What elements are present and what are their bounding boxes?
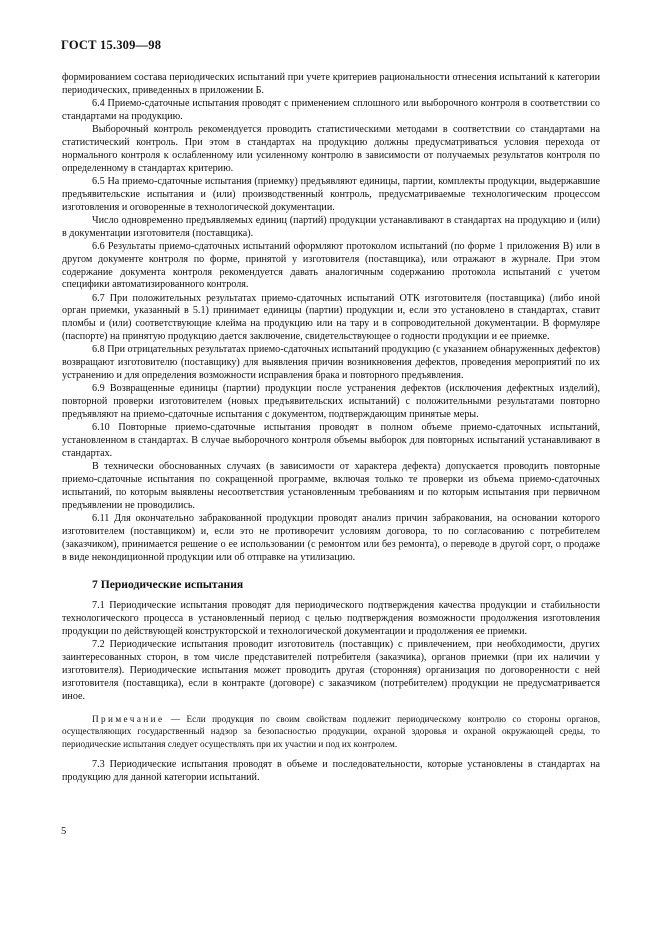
note-label: Примечание (92, 713, 165, 724)
paragraph: 6.7 При положительных результатах приемо-сдаточных испытаний ОТК изготовителя (поставщика) (либо иной орган приемки, указанный в 5.1) принимает единицы (партии) продукции и, если это установлено в стандартах, ставит пломбы и (или) соответствующие клейма на продукцию или на тару и в сопроводительной документации. В формуляре (паспорте) на принятую продукцию дается заключение, свидетельствующее о годности продукции и ее приемке. (62, 292, 600, 343)
note-text: — Если продукция по своим свойствам подлежит периодическому контролю со стороны органов, осуществляющих государственный надзор за безопасностью продукции, охраной здоровья и охраной окружающей среды, то периодические испытания следует осуществлять при их участии и под их контролем. (62, 713, 600, 749)
paragraph: 7.1 Периодические испытания проводят для периодического подтверждения качества продукции и стабильности технологического процесса в установленный период с целью подтверждения возможности продолжения изготовления продукции по действующей конструкторской и технологической документации и продолжения ее приемки. (62, 600, 600, 638)
document-body (62, 72, 600, 785)
paragraph: 6.9 Возвращенные единицы (партии) продукции после устранения дефектов (исключения дефектных изделий), повторной проверки изготовителем (новых предъявительских испытаний) с положительными результатами повторно предъявляют на приемо-сдаточные испытания с документом, подтверждающим принятые меры. (62, 383, 600, 421)
standard-header: ГОСТ 15.309—98 (61, 38, 162, 52)
paragraph: Число одновременно предъявляемых единиц (партий) продукции устанавливают в стандартах на продукцию и (или) в документации изготовителя (поставщика). (62, 214, 600, 239)
paragraph: Выборочный контроль рекомендуется проводить статистическими методами в соответствии со стандартами на статистический контроль. При этом в стандартах на продукцию должны предусматриваться условия перехода от нормального контроля к ослабленному или усиленному контролю в зависимости от получаемых результатов контроля по определенному в стандартах критерию. (62, 124, 600, 174)
paragraph: 6.4 Приемо-сдаточные испытания проводят с применением сплошного или выборочного контроля в соответствии со стандартами на продукцию. (62, 98, 600, 122)
page-number: 5 (61, 826, 67, 837)
paragraph: формированием состава периодических испытаний при учете критериев рациональности отнесения испытаний к категории периодических, приведенных в приложении Б. (62, 72, 600, 96)
paragraph: 7.2 Периодические испытания проводит изготовитель (поставщик) с привлечением, при необходимости, других заинтересованных сторон, в том числе представителей потребителя (заказчика), органов приемки (при их наличии у изготовителя). Периодические испытания может проводить другая (сторонняя) организация по договоренности с ней изготовителя (поставщика), если в контракте (договоре) с заказчиком (потребителем) продукции не предусматривается иное. (62, 639, 600, 702)
paragraph: 6.5 На приемо-сдаточные испытания (приемку) предъявляют единицы, партии, комплекты продукции, выдержавшие предъявительские испытания и (или) производственный контроль, предусматриваемые технологическим процессом изготовления и оговоренные в технологической документации. (62, 175, 600, 213)
paragraph: В технически обоснованных случаях (в зависимости от характера дефекта) допускается проводить повторные приемо-сдаточные испытания по сокращенной программе, включая только те проверки из объема приемо-сдаточных испытаний, по которым выявлены несоответствия установленным требованиям и по которым испытания при первичном предъявлении не проводились. (62, 461, 600, 511)
section-heading: 7 Периодические испытания (92, 577, 244, 591)
note (62, 713, 600, 750)
paragraph: 7.3 Периодические испытания проводят в объеме и последовательности, которые установлены в стандартах на продукцию для данной категории испытаний. (62, 759, 600, 783)
paragraph: 6.10 Повторные приемо-сдаточные испытания проводят в полном объеме приемо-сдаточных испытаний, установленном в стандартах. В случае выборочного контроля объемы выборок для повторных испытаний устанавливают в стандартах. (62, 422, 600, 459)
paragraph: 6.8 При отрицательных результатах приемо-сдаточных испытаний продукцию (с указанием обнаруженных дефектов) возвращают изготовителю (поставщику) для выявления причин возникновения дефектов, проведения мероприятий по их устранению и для определения возможности исправления брака и повторного предъявления. (62, 344, 600, 382)
paragraph: 6.6 Результаты приемо-сдаточных испытаний оформляют протоколом испытаний (по форме 1 приложения В) или в другом документе контроля по форме, принятой у изготовителя (поставщика), или отражают в журнале. При этом содержание документа контроля рекомендуется давать аналогичным содержанию протокола испытаний с учетом специфики автоматизированного контроля. (62, 240, 600, 291)
paragraph: 6.11 Для окончательно забракованной продукции проводят анализ причин забракования, на основании которого изготовителем (поставщиком) и, если это не противоречит условиям договора, то по согласованию с потребителем (заказчиком), принимается решение о ее использовании (с ремонтом или без ремонта), о переводе в другой сорт, о продаже в виде некондиционной продукции или об отправке на утилизацию. (62, 512, 600, 563)
